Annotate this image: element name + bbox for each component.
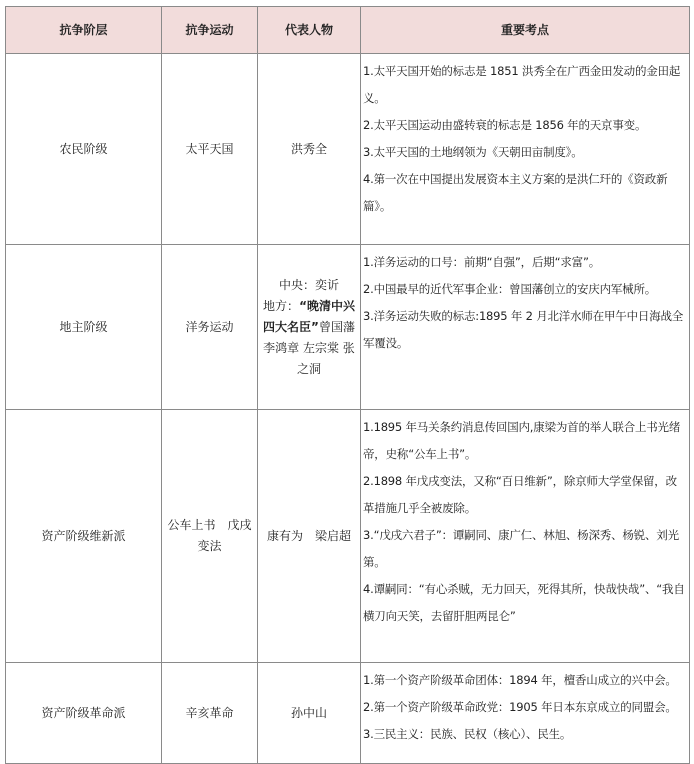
table-row: [6, 663, 690, 764]
key-point: 3.三民主义：民族、民权（核心）、民生。: [363, 727, 572, 741]
cell-key-points: [361, 245, 690, 410]
cell-figures: 洪秀全: [258, 54, 361, 245]
header-movement: 抗争运动: [162, 7, 258, 54]
figures-local: [258, 296, 360, 380]
cell-movement: 太平天国: [162, 54, 258, 245]
header-figures: 代表人物: [258, 7, 361, 54]
table-row: [6, 54, 690, 245]
figures-local-prefix: 地方：: [263, 298, 300, 313]
header-stratum: 抗争阶层: [6, 7, 162, 54]
key-point: 3.太平天国的土地纲领为《天朝田亩制度》。: [363, 145, 583, 159]
table-row: [6, 245, 690, 410]
figures-local-title: “晚清中兴四大名臣”: [263, 298, 355, 334]
cell-movement: 辛亥革命: [162, 663, 258, 764]
cell-movement: 公车上书 戊戌变法: [162, 410, 258, 663]
table-row: [6, 410, 690, 663]
header-row: [6, 7, 690, 54]
cell-stratum: 农民阶级: [6, 54, 162, 245]
cell-stratum: 资产阶级维新派: [6, 410, 162, 663]
key-point: 1.1895 年马关条约消息传回国内,康梁为首的举人联合上书光绪帝，史称“公车上书”。: [363, 420, 681, 461]
key-point: 3.洋务运动失败的标志:1895 年 2 月北洋水师在甲午中日海战全军覆没。: [363, 309, 684, 350]
cell-figures: 孙中山: [258, 663, 361, 764]
history-summary-table: [5, 6, 690, 764]
key-point: 4.谭嗣同：“有心杀贼，无力回天，死得其所，快哉快哉”、“我自横刀向天笑，去留肝胆两昆仑”: [363, 582, 685, 623]
cell-key-points: [361, 663, 690, 764]
key-point: 4.第一次在中国提出发展资本主义方案的是洪仁玕的《资政新篇》。: [363, 172, 668, 213]
header-key-points: 重要考点: [361, 7, 690, 54]
cell-figures: 康有为 梁启超: [258, 410, 361, 663]
key-point: 2.第一个资产阶级革命政党：1905 年日本东京成立的同盟会。: [363, 700, 677, 714]
cell-key-points: [361, 410, 690, 663]
key-point: 2.中国最早的近代军事企业：曾国藩创立的安庆内军械所。: [363, 282, 657, 296]
key-point: 1.太平天国开始的标志是 1851 洪秀全在广西金田发动的金田起义。: [363, 64, 681, 105]
figures-central: 中央：奕䜣: [278, 277, 339, 292]
figures-local-names: 曾国藩 李鸿章 左宗棠 张之洞: [263, 319, 355, 376]
key-point: 1.第一个资产阶级革命团体：1894 年，檀香山成立的兴中会。: [363, 673, 677, 687]
cell-key-points: [361, 54, 690, 245]
key-point: 2.1898 年戊戌变法，又称“百日维新”，除京师大学堂保留，改革措施几乎全被废除。: [363, 474, 677, 515]
cell-stratum: 地主阶级: [6, 245, 162, 410]
key-point: 3.“戊戌六君子”：谭嗣同、康广仁、林旭、杨深秀、杨锐、刘光第。: [363, 528, 679, 569]
key-point: 2.太平天国运动由盛转衰的标志是 1856 年的天京事变。: [363, 118, 647, 132]
cell-movement: 洋务运动: [162, 245, 258, 410]
cell-stratum: 资产阶级革命派: [6, 663, 162, 764]
cell-figures: [258, 245, 361, 410]
key-point: 1.洋务运动的口号：前期“自强”，后期“求富”。: [363, 255, 601, 269]
